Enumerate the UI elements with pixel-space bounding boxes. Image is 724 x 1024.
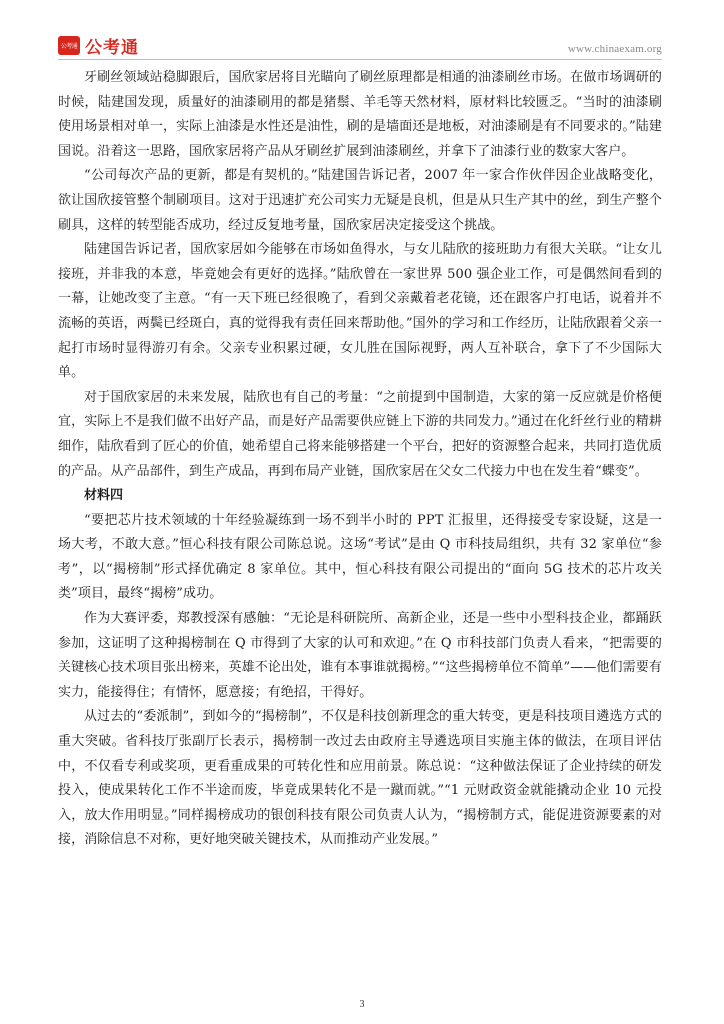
paragraph: “公司每次产品的更新，都是有契机的。”陆建国告诉记者，2007 年一家合作伙伴因企业战略变化，欲让国欣接管整个制刷项目。这对于迅速扩充公司实力无疑是良机，但是从只生产其中的丝，到生产整个刷具，这样的转型能否成功，经过反复地考量，国欣家居决定接受这个挑战。 [58,168,662,233]
page-header [0,0,724,62]
paragraph: 陆建国告诉记者，国欣家居如今能够在市场如鱼得水，与女儿陆欣的接班助力有很大关联。“让女儿接班，并非我的本意，毕竟她会有更好的选择。”陆欣曾在一家世界 500 强企业工作，可是偶然间看到的一幕，让她改变了主意。“有一天下班已经很晚了，看到父亲戴着老花镜，还在跟客户打电话，说着并不流畅的英语，两鬓已经斑白，真的觉得我有责任回来帮助他。”国外的学习和工作经历，让陆欣跟着父亲一起打市场时显得游刃有余。父亲专业积累过硬，女儿胜在国际视野，两人互补联合，拿下了不少国际大单。 [58,242,662,381]
paragraph: 从过去的“委派制”，到如今的“揭榜制”，不仅是科技创新理念的重大转变，更是科技项目遴选方式的重大突破。省科技厅张副厅长表示，揭榜制一改过去由政府主导遴选项目实施主体的做法，在项目评估中，不仅看专利或奖项，更看重成果的可转化性和应用前景。陈总说：“这种做法保证了企业持续的研发投入，使成果转化工作不半途而废，毕竟成果转化不是一蹴而就。”“1 元财政资金就能撬动企业 10 元投入，放大作用明显。”同样揭榜成功的银创科技有限公司负责人认为，“揭榜制方式，能促进资源要素的对接，消除信息不对称，更好地突破关键技术，从而推动产业发展。” [58,709,662,848]
site-url[interactable]: www.chinaexam.org [567,43,662,55]
paragraph: 作为大赛评委，郑教授深有感触：“无论是科研院所、高新企业，还是一些中小型科技企业，都踊跃参加，这证明了这种揭榜制在 Q 市得到了大家的认可和欢迎。”在 Q 市科技部门负责人看来，“把需要的关键核心技术项目张出榜来，英雄不论出处，谁有本事谁就揭榜。”“这些揭榜单位不简单”——他们需要有实力，能接得住；有情怀，愿意接；有绝招，干得好。 [58,611,662,700]
document-body [58,66,662,853]
page-number: 3 [359,999,365,1010]
section-heading: 材料四 [84,488,124,504]
paragraph: “要把芯片技术领域的十年经验凝练到一场不到半小时的 PPT 汇报里，还得接受专家设疑，这是一场大考，不敢大意。”恒心科技有限公司陈总说。这场“考试”是由 Q 市科技局组织，共有 32 家单位“参考”，以“揭榜制”形式择优确定 8 家单位。其中，恒心科技有限公司提出的“面向 5G 技术的芯片攻关类”项目，最终“揭榜”成功。 [58,512,662,602]
logo[interactable] [58,33,139,58]
paragraph: 对于国欣家居的未来发展，陆欣也有自己的考量：“之前提到中国制造，大家的第一反应就是价格便宜，实际上不是我们做不出好产品，而是好产品需要供应链上下游的共同发力。”通过在化纤丝行业的精耕细作，陆欣看到了匠心的价值，她希望自己将来能够搭建一个平台，把好的资源整合起来，共同打造优质的产品。从产品部件，到生产成品，再到布局产业链，国欣家居在父女二代接力中也在发生着“蝶变”。 [58,389,662,479]
header-divider [58,59,662,60]
paragraph: 牙刷丝领域站稳脚跟后，国欣家居将目光瞄向了刷丝原理都是相通的油漆刷丝市场。在做市场调研的时候，陆建国发现，质量好的油漆刷用的都是猪鬃、羊毛等天然材料，原材料比较匮乏。“当时的油漆刷使用场景相对单一，实际上油漆是水性还是油性，刷的是墙面还是地板，对油漆刷是有不同要求的。”陆建国说。沿着这一思路，国欣家居将产品从牙刷丝扩展到油漆刷丝，并拿下了油漆行业的数家大客户。 [58,70,662,159]
logo-badge-icon: 公考通 [58,36,80,55]
logo-text: 公考通 [85,38,139,58]
